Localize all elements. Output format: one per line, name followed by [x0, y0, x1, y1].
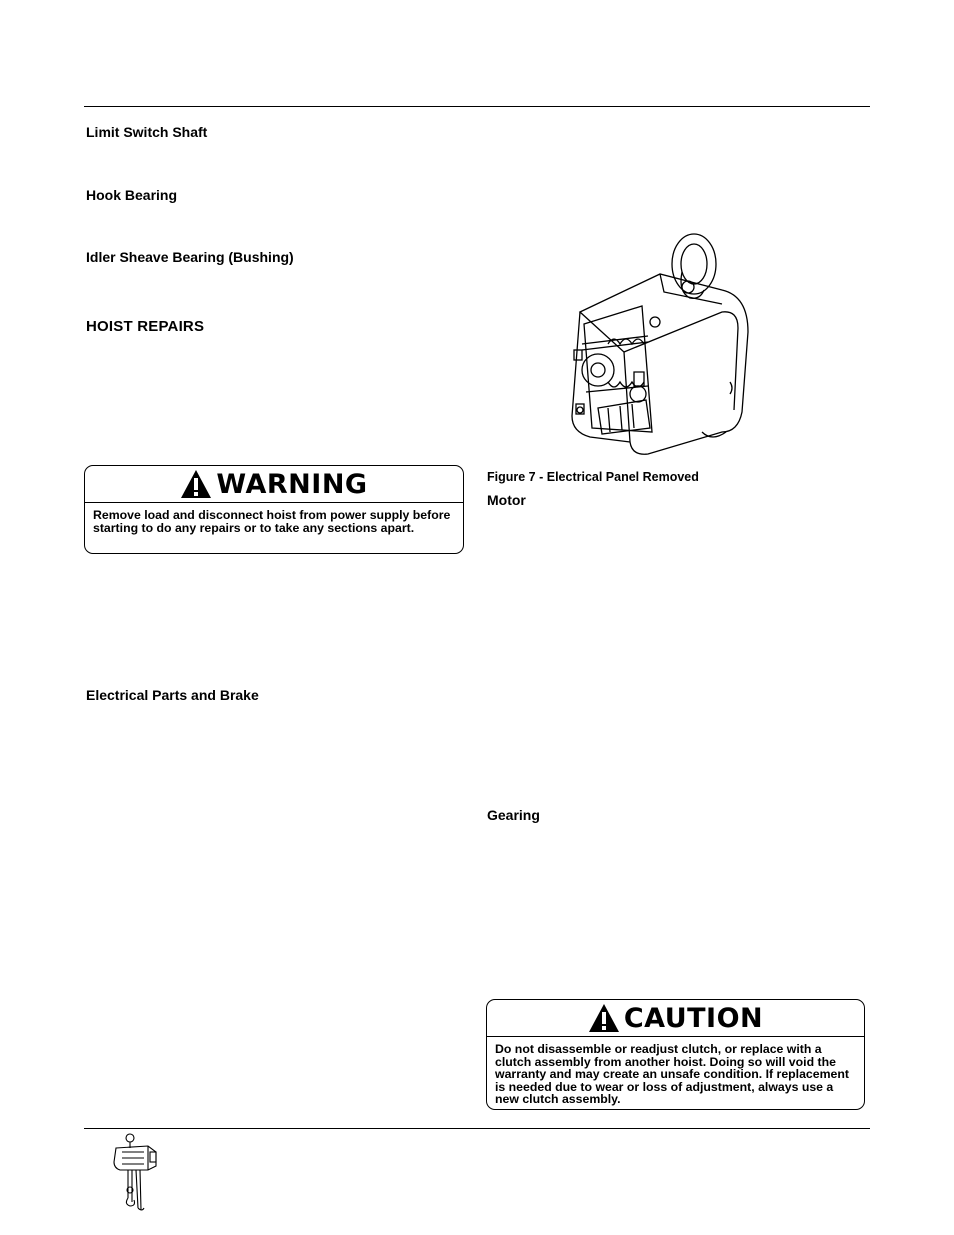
warning-box [84, 465, 464, 554]
warning-banner [85, 466, 463, 503]
exclamation-triangle-icon [588, 1003, 620, 1033]
heading-motor: Motor [487, 492, 526, 508]
heading-hook-bearing: Hook Bearing [86, 187, 178, 203]
exclamation-triangle-icon [180, 469, 212, 499]
top-rule [84, 106, 870, 107]
heading-electrical-parts-brake: Electrical Parts and Brake [86, 687, 259, 703]
caution-banner [487, 1000, 864, 1037]
caution-text: Do not disassemble or readjust clutch, or replace with a clutch assembly from another hoist. Doing so will void the warranty and may create an unsafe condition. If replacement is needed due to wear or loss of adjustment, always use a new clutch assembly. [495, 1042, 849, 1107]
warning-text: Remove load and disconnect hoist from power supply before starting to do any repairs or to take any sections apart. [93, 508, 451, 535]
warning-title: WARNING [216, 468, 368, 500]
electrical-panel-figure [552, 232, 758, 456]
heading-hoist-repairs: HOIST REPAIRS [86, 318, 205, 335]
figure-caption: Figure 7 - Electrical Panel Removed [487, 470, 699, 484]
caution-box [486, 999, 865, 1110]
caution-title: CAUTION [623, 1002, 764, 1034]
bottom-rule [84, 1128, 870, 1129]
heading-limit-switch-shaft: Limit Switch Shaft [86, 124, 208, 140]
heading-gearing: Gearing [487, 807, 540, 823]
hoist-logo-icon [108, 1132, 164, 1214]
heading-idler-sheave-bearing: Idler Sheave Bearing (Bushing) [86, 249, 294, 265]
